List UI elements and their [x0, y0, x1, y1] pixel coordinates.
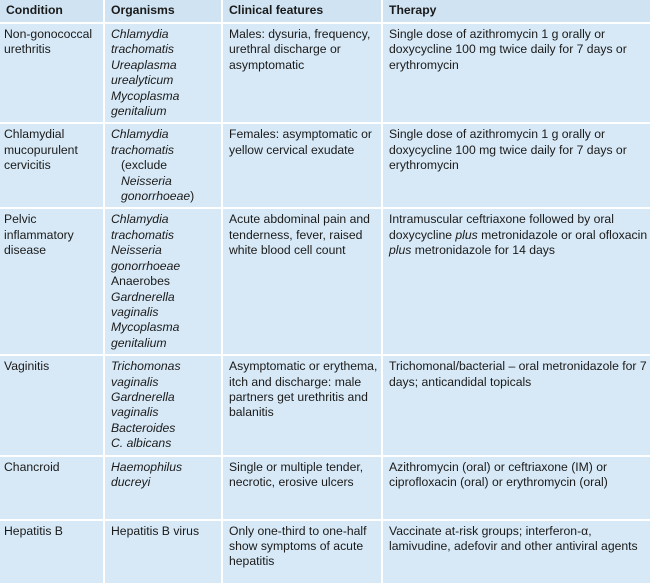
table-row: [0, 456, 650, 520]
organisms-cell: [104, 355, 222, 455]
header-clinical-features: Clinical features: [222, 0, 382, 23]
table-row: [0, 208, 650, 355]
therapy-cell: Trichomonal/bacterial – oral metronidazole for 7 days; anticandidal topicals: [382, 355, 650, 455]
header-organisms: Organisms: [104, 0, 222, 23]
organisms-cell: [104, 208, 222, 355]
organism: Bacteroides: [111, 420, 176, 435]
condition-cell: Non-gonococcal urethritis: [0, 23, 104, 123]
organism: Chlamydia trachomatis: [111, 27, 174, 57]
organism: Neisseria gonorrhoeae: [121, 173, 191, 204]
organism: C. albicans: [111, 436, 172, 451]
table-row: [0, 520, 650, 584]
condition-cell: Hepatitis B: [0, 520, 104, 584]
header-therapy: Therapy: [382, 0, 650, 23]
condition-cell: Chancroid: [0, 456, 104, 520]
therapy-text: metronidazole for 14 days: [411, 243, 555, 258]
condition-cell: Chlamydial mucopurulent cervicitis: [0, 123, 104, 208]
features-cell: Females: asymptomatic or yellow cervical exudate: [222, 123, 382, 208]
organism: Hepatitis B virus: [111, 523, 200, 538]
note-suffix: ): [190, 189, 195, 204]
features-cell: Asymptomatic or erythema, itch and discharge: male partners get urethritis and balanitis: [222, 355, 382, 455]
organisms-cell: [104, 456, 222, 520]
organism: Chlamydia trachomatis: [111, 212, 174, 242]
header-row: [0, 0, 650, 23]
organism: Gardnerella vaginalis: [111, 289, 175, 319]
therapy-cell: Azithromycin (oral) or ceftriaxone (IM) or ciprofloxacin (oral) or erythromycin (oral): [382, 456, 650, 520]
organism: Trichomonas vaginalis: [111, 359, 181, 389]
organism: Neisseria gonorrhoeae: [111, 243, 181, 273]
header-condition: Condition: [0, 0, 104, 23]
table-row: [0, 355, 650, 455]
organism: Gardnerella vaginalis: [111, 389, 175, 420]
therapy-text: metronidazole or oral ofloxacin: [477, 227, 648, 242]
organisms-cell: [104, 123, 222, 208]
organism: Anaerobes: [111, 274, 170, 289]
features-cell: Acute abdominal pain and tenderness, fever, raised white blood cell count: [222, 208, 382, 355]
features-cell: Single or multiple tender, necrotic, erosive ulcers: [222, 456, 382, 520]
organism: Mycoplasma genitalium: [111, 88, 180, 119]
therapy-cell: Single dose of azithromycin 1 g orally or doxycycline 100 mg twice daily for 7 days or erythromycin: [382, 23, 650, 123]
organism: Ureaplasma urealyticum: [111, 57, 177, 88]
condition-cell: Vaginitis: [0, 355, 104, 455]
organisms-cell: [104, 23, 222, 123]
therapy-cell: Single dose of azithromycin 1 g orally or doxycycline 100 mg twice daily for 7 days or erythromycin: [382, 123, 650, 208]
features-cell: Only one-third to one-half show symptoms of acute hepatitis: [222, 520, 382, 584]
features-cell: Males: dysuria, frequency, urethral discharge or asymptomatic: [222, 23, 382, 123]
organisms-cell: [104, 520, 222, 584]
therapy-plus: plus: [389, 243, 412, 258]
table-row: [0, 123, 650, 208]
therapy-cell: [382, 208, 650, 355]
note-prefix: (exclude: [121, 158, 168, 173]
organism: Mycoplasma genitalium: [111, 320, 180, 350]
organism: Haemophilus ducreyi: [111, 459, 183, 489]
therapy-cell: Vaccinate at-risk groups; interferon-α, lamivudine, adefovir and other antiviral agents: [382, 520, 650, 584]
therapy-plus: plus: [455, 227, 478, 242]
therapy-text: Intramuscular ceftriaxone followed by oral doxycycline: [389, 212, 614, 242]
organism: Chlamydia trachomatis: [111, 127, 174, 157]
table-row: [0, 23, 650, 123]
organism-note: [111, 158, 219, 204]
condition-cell: Pelvic inflammatory disease: [0, 208, 104, 355]
